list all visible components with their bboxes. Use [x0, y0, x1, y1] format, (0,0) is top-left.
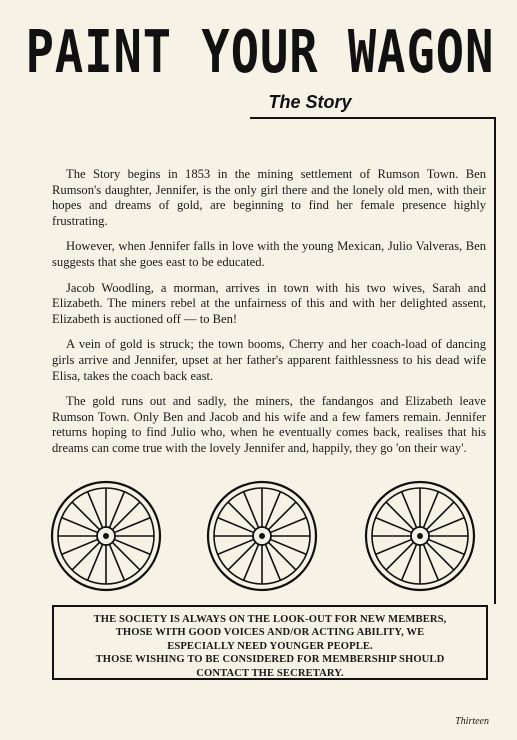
- page-number: Thirteen: [455, 716, 489, 727]
- story-text: [52, 167, 486, 467]
- notice-line: ESPECIALLY NEED YOUNGER PEOPLE.: [167, 640, 373, 652]
- wagon-wheels-illustration: [0, 480, 517, 600]
- story-paragraph: The gold runs out and sadly, the miners, the fandangos and Elizabeth leave Rumson Town. Only Ben and Jacob and his wife and a few famers remain. Jennifer returns hoping to find Julio who, when he eventually comes back, realises that his dreams can come true with the lovely Jennifer and, happily, they go 'on their way'.: [52, 394, 486, 455]
- notice-line: THOSE WITH GOOD VOICES AND/OR ACTING ABILITY, WE: [115, 627, 425, 639]
- show-title: PAINT YOUR WAGON: [25, 18, 495, 87]
- story-paragraph: A vein of gold is struck; the town booms, Cherry and her coach-load of dancing girls arrive and Jennifer, upset at her father's apparent faithlessness to his dead wife Elisa, takes the coach back east.: [52, 337, 486, 383]
- wagon-wheel-icon: [50, 480, 162, 592]
- story-paragraph: However, when Jennifer falls in love with the young Mexican, Julio Valveras, Ben suggests that she goes east to be educated.: [52, 239, 486, 269]
- notice-line: CONTACT THE SECRETARY.: [196, 667, 344, 679]
- wagon-wheel-icon: [206, 480, 318, 592]
- frame-top-rule: [250, 117, 496, 119]
- wagon-wheel-icon: [364, 480, 476, 592]
- notice-line: THOSE WISHING TO BE CONSIDERED FOR MEMBERSHIP SHOULD: [95, 654, 445, 666]
- story-paragraph: Jacob Woodling, a morman, arrives in town with his two wives, Sarah and Elizabeth. The miners rebel at the unfairness of this and with her delighted assent, Elizabeth is auctioned off — to Ben!: [52, 280, 486, 326]
- section-title: The Story: [268, 92, 352, 112]
- story-paragraph: The Story begins in 1853 in the mining settlement of Rumson Town. Ben Rumson's daughter, Jennifer, is the only girl there and the lonely old men, with their hopes and dreams of gold, are beginning to find her female presence highly frustrating.: [52, 167, 486, 228]
- notice-line: THE SOCIETY IS ALWAYS ON THE LOOK-OUT FOR NEW MEMBERS,: [93, 614, 447, 625]
- membership-notice: [52, 605, 488, 680]
